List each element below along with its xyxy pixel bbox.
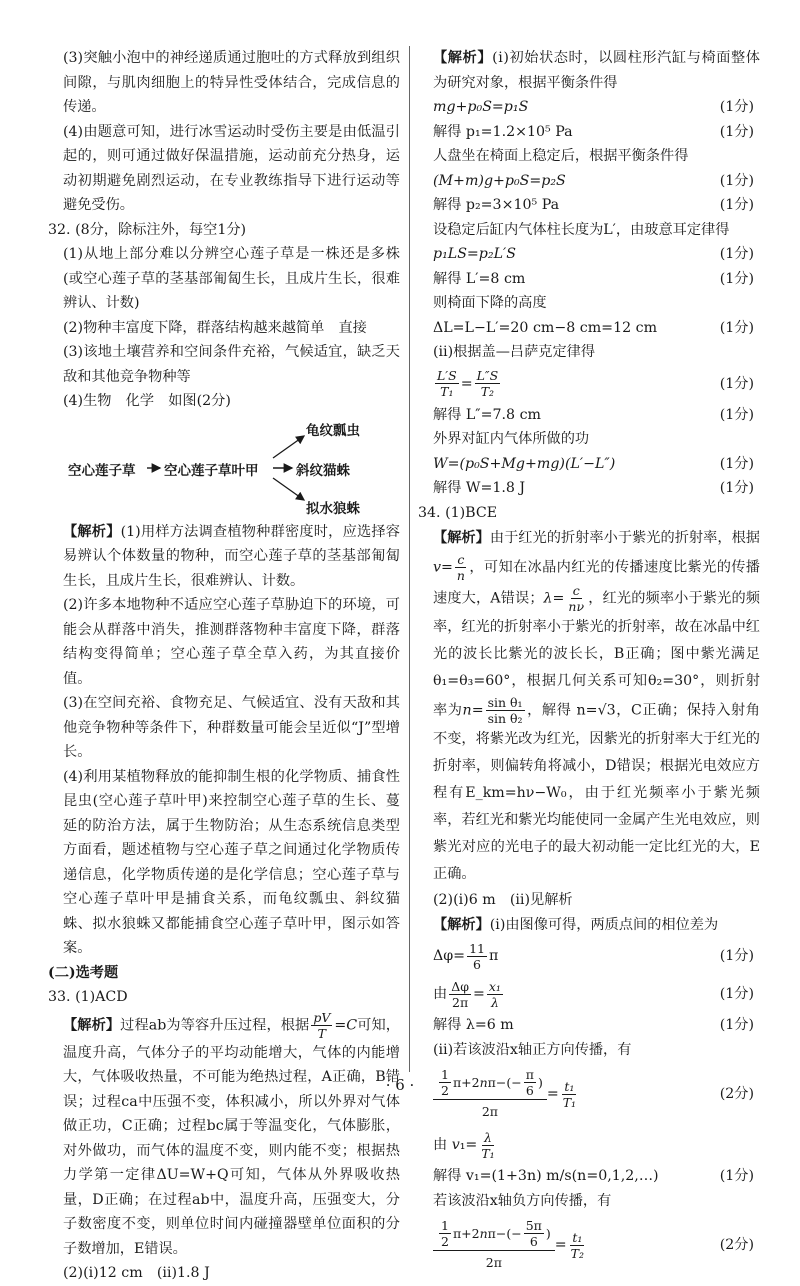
q34-heading: 34. (1)BCE (418, 504, 498, 521)
q33-part2-answer: (2)(ⅰ)12 cm (ⅱ)1.8 J (63, 1265, 210, 1281)
eq-l-double-prime: 解得 L″=7.8 cm (1分) (433, 406, 754, 423)
eq-l-prime: 解得 L′=8 cm (1分) (433, 270, 754, 287)
eq-v1: 解得 v₁=(1+3n) m/s(n=0,1,2,…) (1分) (433, 1168, 754, 1184)
q31-part3: (3)突触小泡中的神经递质通过胞吐的方式释放到组织间隙，与肌肉细胞上的特异性受体结合，完成信息的传递。 (63, 50, 400, 115)
q34-2-analysis-intro: 【解析】(ⅰ)由图像可得，两质点间的相位差为 (433, 916, 719, 933)
q34-part2-answer: (2)(ⅰ)6 m (ⅱ)见解析 (433, 892, 573, 908)
eq-work-result: 解得 W=1.8 J (1分) (433, 480, 754, 496)
q33-2-analysis-intro: 【解析】(ⅰ)初始状态时，以圆柱形汽缸与椅面整体为研究对象，根据平衡条件得 (433, 50, 760, 91)
eq-phase-ratio: 由 $\frac{\Delta\varphi}{2\pi}$ = $\frac{\text{x₁}}{\lambda}$ (1分) (433, 978, 754, 1010)
page-number: · 6 · (385, 1076, 415, 1094)
node-lynx-spider: 斜纹猫蛛 (296, 462, 350, 479)
q33-analysis: 【解析】过程ab为等容升压过程，根据 $\frac{pV}{T}$ =C可知，温度升高，气体分子的平均动能增大，气体的内能增大，气体吸收热量，不可能为绝热过程，A正确，B错误；过程ca中压强不变，体积减小，所以外界对气体做正功，C正确；过程bc属于等温变化，气体膨胀，对外做功，而气体的温度不变，则内能不变；根据热力学第一定律ΔU=W+Q可知，气体从外界吸收热量，D正确；在过程ab中，温度升高，压强变大，分子数密度不变，则单位时间内碰撞器壁单位面积的分子数增加，E错误。 (63, 1009, 400, 1257)
eq-p2: 解得 p₂=3×10⁵ Pa (1分) (433, 197, 754, 213)
text-negative-direction: 若该波沿x轴负方向传播，有 (433, 1192, 612, 1209)
q32-part2: (2)物种丰富度下降，群落结构越来越简单 直接 (63, 319, 367, 336)
q31-part4: (4)由题意可知，进行冰雪运动时受伤主要是由低温引起的，则可通过做好保温措施，运动前充分热身，运动初期避免剧烈运动，在专业教练指导下进行运动等避免受伤。 (63, 123, 400, 213)
left-column (48, 46, 400, 1286)
eq-negative-phase: $\frac{1}{2}$ π+2 n π−(− $\frac{5\pi}{6}$ ) 2π = $\frac{\text{t₁}}{\text{T₂}}$ (2分) (418, 1217, 760, 1273)
q32-part3: (3)该地土壤营养和空间条件充裕，气候适宜，缺乏天敌和其他竞争物种等 (63, 344, 400, 385)
text-work-done: 外界对缸内气体所做的功 (433, 431, 590, 447)
arrow-to-wolf-spider (273, 478, 304, 500)
eq-v1-def: 由 v₁= $\frac{\lambda}{\text{T₁}}$ (433, 1129, 495, 1161)
analysis-label: 【解析】 (63, 523, 121, 540)
text-gay-lussac: (ⅱ)根据盖—吕萨克定律得 (433, 344, 596, 360)
text-boyle: 设稳定后缸内气体柱长度为L′，由玻意耳定律得 (433, 221, 730, 238)
eq-balance-1: mg+p₀S=p₁S (1分) (433, 99, 754, 115)
q32-analysis-2: (2)许多本地物种不适应空心莲子草胁迫下的环境，可能会从群落中消失，推测群落物种丰富度下降，群落结构变得简单；空心莲子草全草入药，为其直接价值。 (63, 597, 400, 687)
text-sit-on-chair: 人盘坐在椅面上稳定后，根据平衡条件得 (433, 148, 689, 164)
section-elective-heading: (二)选考题 (48, 964, 119, 981)
eq-p1: 解得 p₁=1.2×10⁵ Pa (1分) (433, 123, 754, 140)
node-wolf-spider: 拟水狼蛛 (306, 500, 360, 517)
food-web-diagram (68, 418, 408, 517)
eq-phase-diff: Δφ= $\frac{11}{6}$ π (1分) (433, 940, 754, 972)
node-ladybird: 龟纹瓢虫 (306, 422, 360, 439)
eq-delta-l: ΔL=L−L′=20 cm−8 cm=12 cm (1分) (433, 319, 754, 336)
eq-wavelength: 解得 λ=6 m (1分) (433, 1017, 754, 1033)
text-height-drop: 则椅面下降的高度 (433, 295, 547, 311)
arrow-to-ladybird (273, 436, 304, 458)
column-divider (409, 46, 410, 1072)
text-positive-direction: (ⅱ)若该波沿x轴正方向传播，有 (433, 1041, 632, 1058)
q32-heading: 32. (8分，除标注外，每空1分) (48, 221, 247, 238)
node-alligator-weed: 空心莲子草 (68, 462, 136, 479)
q32-analysis-1: 【解析】(1)用样方法调查植物种群密度时，应选择容易辨认个体数量的物种，而空心莲子草的茎基部匍匐生长，且成片生长，很难辨认、计数。 (63, 523, 400, 589)
formula-pv-over-t: $\frac{pV}{T}$ (313, 1009, 331, 1041)
q32-analysis-3: (3)在空间充裕、食物充足、气候适宜、没有天敌和其他竞争物种等条件下，种群数量可能会呈近似“J”型增长。 (63, 695, 400, 760)
node-leaf-beetle: 空心莲子草叶甲 (164, 462, 259, 479)
eq-gay-lussac: $\frac{L'S}{\text{T₁}}$ = $\frac{L''S}{\text{T₂}}$ (1分) (437, 368, 754, 399)
eq-work: W=(p₀S+Mg+mg)(L′−L″) (1分) (433, 455, 754, 472)
eq-boyle: p₁LS=p₂L′S (1分) (433, 246, 754, 262)
q33-heading: 33. (1)ACD (48, 989, 128, 1005)
q32-part1: (1)从地上部分难以分辨空心莲子草是一株还是多株(或空心莲子草的茎基部匍匐生长，且成片生长，很难辨认、计数) (63, 246, 400, 311)
eq-balance-2: (M+m)g+p₀S=p₂S (1分) (433, 172, 754, 189)
q34-analysis: 【解析】由于红光的折射率小于紫光的折射率，根据v= $\frac{c}{n}$ ，可知在冰晶内红光的传播速度比紫光的传播速度大，A错误；λ= $\frac{c}{n\nu}$ ，红光的频率小于紫光的频率，红光的折射率小于紫光的折射率，故在冰晶中红光的波长比紫光的波长长，B正确；图中紫光满足θ₁=θ₃=60°，根据几何关系可知θ₂=30°，则折射率为n= $\frac{\text{sin θ₁}}{\text{sin θ₂}}$ ，解得 n=√3，C正确；保持入射角不变，将紫光改为红光，因紫光的折射率大于红光的折射率，则偏转角将减小，D错误；根据光电效应方程有E_km=hν−W₀，由于红光频率小于紫光频率，若红光和紫光均能使同一金属产生光电效应，则紫光对应的光电子的最大初动能一定比红光的大，E正确。 (433, 530, 760, 882)
q32-part4: (4)生物 化学 如图(2分) (63, 393, 231, 409)
q32-analysis-4: (4)利用某植物释放的能抑制生根的化学物质、捕食性昆虫(空心莲子草叶甲)来控制空心莲子草的生长、蔓延的防治方法，属于生物防治；从生态系统信息类型方面看，题述植物与空心莲子草之间通过化学物质传递信息，化学物质传递的是化学信息；空心莲子草与空心莲子草叶甲是捕食关系，而龟纹瓢虫、斜纹猫蛛、拟水狼蛛又都能捕食空心莲子草叶甲，图示如答案。 (63, 768, 400, 956)
eq-positive-phase: $\frac{1}{2}$ π+2 n π−(− $\frac{\pi}{6}$ ) 2π = $\frac{\text{t₁}}{\text{T₁}}$ (2分) (418, 1066, 760, 1122)
